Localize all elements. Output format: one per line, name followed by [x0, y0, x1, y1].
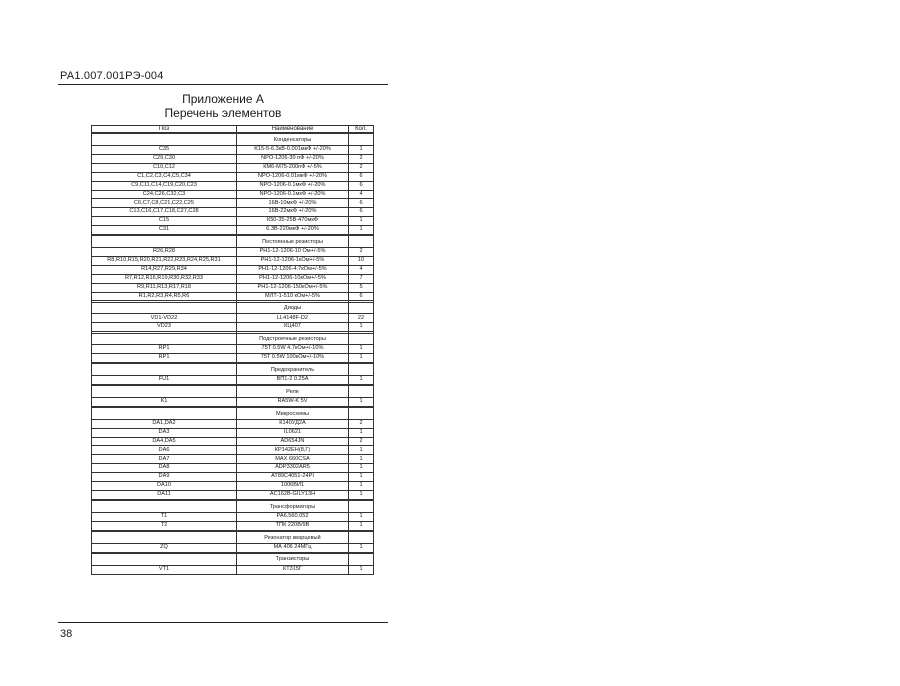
table-cell-qty: 1	[349, 446, 374, 455]
table-cell-name: РН1-12-1206-4.7кОм+/-5%	[237, 265, 349, 274]
group-heading: Резонатор кварцевый	[237, 532, 349, 544]
group-heading: Подстроечные резисторы	[237, 333, 349, 345]
table-cell-name: ВП1-2 0.25А	[237, 375, 349, 384]
table-cell-name: ADP3302AR5	[237, 464, 349, 473]
header-rule	[58, 84, 388, 85]
table-row	[92, 543, 374, 552]
table-cell-pos: DA4,DA5	[92, 437, 237, 446]
table-cell-name: РН1-12-1206-10кОм+/-5%	[237, 274, 349, 283]
group-heading: Транзисторы	[237, 553, 349, 565]
table-cell-qty	[349, 408, 374, 420]
table-cell-name: MAX 660CSA	[237, 455, 349, 464]
table-row	[92, 512, 374, 521]
page-number: 38	[60, 628, 73, 640]
table-row	[92, 190, 374, 199]
table-cell-name: AC162B-GILY13H	[237, 490, 349, 499]
table-cell-pos	[92, 501, 237, 513]
table-cell-qty	[349, 386, 374, 398]
table-row	[92, 464, 374, 473]
table-cell-qty: 1	[349, 543, 374, 552]
table-cell-qty: 1	[349, 323, 374, 332]
table-group-heading-row	[92, 134, 374, 146]
table-cell-pos	[92, 302, 237, 314]
table-cell-name: LL4148F-D2	[237, 314, 349, 323]
table-cell-qty: 6	[349, 172, 374, 181]
table-cell-qty	[349, 364, 374, 376]
table-cell-pos	[92, 364, 237, 376]
document-code: РА1.007.001РЭ-004	[60, 70, 164, 82]
appendix-title: Приложение А	[182, 92, 264, 106]
table-cell-pos: C15	[92, 217, 237, 226]
table-cell-qty: 6	[349, 292, 374, 301]
table-cell-qty: 4	[349, 265, 374, 274]
table-cell-qty	[349, 134, 374, 146]
table-cell-name: 75T 0.5W 4.7кОм+/-10%	[237, 345, 349, 354]
table-cell-pos: DA10	[92, 482, 237, 491]
list-title: Перечень элементов	[164, 106, 282, 120]
table-cell-qty: 1	[349, 428, 374, 437]
table-row	[92, 256, 374, 265]
table-row	[92, 172, 374, 181]
table-row	[92, 226, 374, 235]
table-row	[92, 419, 374, 428]
table-cell-qty: 1	[349, 490, 374, 499]
table-cell-name: КТ315Г	[237, 565, 349, 575]
table-cell-pos: R9,R11,R13,R17,R18	[92, 283, 237, 292]
table-cell-pos: C9,C11,C14,C19,C20,C23	[92, 181, 237, 190]
table-cell-pos	[92, 236, 237, 248]
table-cell-qty: 4	[349, 190, 374, 199]
table-cell-name: КМ6-М75-200пФ +/-5%	[237, 163, 349, 172]
table-row	[92, 473, 374, 482]
table-group-heading-row	[92, 553, 374, 565]
table-row	[92, 314, 374, 323]
table-row	[92, 199, 374, 208]
table-row	[92, 154, 374, 163]
table-cell-name: ТПК 220В/9В	[237, 521, 349, 530]
table-cell-name: КЦ407	[237, 323, 349, 332]
table-cell-pos: C29,C30	[92, 154, 237, 163]
table-cell-qty: 2	[349, 419, 374, 428]
table-cell-name: РН1-12-1206-1кОм+/-5%	[237, 256, 349, 265]
table-cell-pos	[92, 408, 237, 420]
table-cell-pos: C1,C2,C3,C4,C5,C34	[92, 172, 237, 181]
table-cell-qty: 7	[349, 274, 374, 283]
table-group-heading-row	[92, 364, 374, 376]
table-row	[92, 248, 374, 257]
column-header-qty: Кол.	[349, 126, 374, 133]
table-cell-pos: C13,C16,C17,C18,C27,C28	[92, 208, 237, 217]
table-cell-qty: 1	[349, 512, 374, 521]
table-cell-name: К50-35-25В-470мкФ	[237, 217, 349, 226]
table-cell-name: AT89C4051-24PI	[237, 473, 349, 482]
table-group-heading-row	[92, 501, 374, 513]
table-cell-pos	[92, 553, 237, 565]
table-row	[92, 208, 374, 217]
table-cell-pos: C35	[92, 145, 237, 154]
table-group-heading-row	[92, 408, 374, 420]
table-cell-name: 6.3В-220мкФ +/-20%	[237, 226, 349, 235]
table-cell-pos: RP1	[92, 354, 237, 363]
table-cell-qty: 1	[349, 455, 374, 464]
table-cell-name: NPO-1206-30 пФ +/-20%	[237, 154, 349, 163]
table-cell-name: RA5W-K 5V	[237, 397, 349, 406]
table-cell-qty: 1	[349, 145, 374, 154]
table-cell-name: NPO-1206-0.1мкФ +/-20%	[237, 190, 349, 199]
table-cell-qty	[349, 302, 374, 314]
table-cell-pos: R14,R27,R29,R34	[92, 265, 237, 274]
table-cell-pos: VD23	[92, 323, 237, 332]
table-cell-qty: 1	[349, 521, 374, 530]
elements-table	[91, 125, 374, 575]
table-cell-pos: DA8	[92, 464, 237, 473]
table-row	[92, 446, 374, 455]
table-cell-name: IL0621	[237, 428, 349, 437]
group-heading: Постоянные резисторы	[237, 236, 349, 248]
table-cell-name: 16В-22мкФ +/-20%	[237, 208, 349, 217]
table-cell-name: РА6.560.052	[237, 512, 349, 521]
table-cell-qty	[349, 532, 374, 544]
table-row	[92, 283, 374, 292]
table-cell-qty: 1	[349, 354, 374, 363]
table-cell-name: МЛТ-1-510 кОм+/-5%	[237, 292, 349, 301]
table-row	[92, 437, 374, 446]
table-cell-qty: 1	[349, 397, 374, 406]
table-cell-pos: C31	[92, 226, 237, 235]
table-cell-name: К140УД2А	[237, 419, 349, 428]
table-cell-qty: 1	[349, 375, 374, 384]
column-header-name: Наименование	[237, 126, 349, 133]
group-heading: Диоды	[237, 302, 349, 314]
table-cell-pos: DA6	[92, 446, 237, 455]
table-row	[92, 490, 374, 499]
table-cell-pos	[92, 333, 237, 345]
table-cell-pos	[92, 134, 237, 146]
table-cell-qty: 6	[349, 199, 374, 208]
table-cell-qty: 2	[349, 154, 374, 163]
table-cell-qty: 1	[349, 226, 374, 235]
table-cell-name: РН1-12-1206-150кОм+/-5%	[237, 283, 349, 292]
table-cell-pos: K1	[92, 397, 237, 406]
table-cell-qty	[349, 236, 374, 248]
table-cell-qty: 1	[349, 464, 374, 473]
table-cell-pos: DA1,DA2	[92, 419, 237, 428]
table-row	[92, 323, 374, 332]
table-cell-name: 1006ВИ1	[237, 482, 349, 491]
table-cell-name: NPO-1206-0.01мкФ +/-20%	[237, 172, 349, 181]
table-row	[92, 292, 374, 301]
table-cell-qty: 1	[349, 345, 374, 354]
table-group-heading-row	[92, 302, 374, 314]
table-cell-pos: VD1-VD22	[92, 314, 237, 323]
table-cell-qty: 1	[349, 482, 374, 491]
table-cell-qty: 5	[349, 283, 374, 292]
table-cell-qty: 6	[349, 181, 374, 190]
table-cell-name: K15-5-6.3кВ-0.001мкФ +/-20%	[237, 145, 349, 154]
group-heading: Конденсаторы	[237, 134, 349, 146]
table-row	[92, 521, 374, 530]
table-cell-name: МА 406 24МГц	[237, 543, 349, 552]
table-cell-pos: FU1	[92, 375, 237, 384]
table-row	[92, 345, 374, 354]
table-cell-qty: 2	[349, 163, 374, 172]
group-heading: Трансформаторы	[237, 501, 349, 513]
table-group-heading-row	[92, 236, 374, 248]
table-row	[92, 397, 374, 406]
table-row	[92, 265, 374, 274]
table-cell-pos: T2	[92, 521, 237, 530]
table-cell-name: 16В-10мкФ +/-20%	[237, 199, 349, 208]
table-cell-name: NPO-1206-0.1мкФ +/-20%	[237, 181, 349, 190]
table-cell-qty	[349, 501, 374, 513]
table-header-row	[92, 126, 374, 133]
table-row	[92, 354, 374, 363]
table-cell-pos	[92, 386, 237, 398]
table-row	[92, 274, 374, 283]
table-cell-pos: RP1	[92, 345, 237, 354]
table-cell-qty: 2	[349, 248, 374, 257]
table-row	[92, 565, 374, 575]
group-heading: Предохранитель	[237, 364, 349, 376]
table-cell-name: 75T 0.5W 100кОм+/-10%	[237, 354, 349, 363]
table-cell-pos: C24,C26,C32,C3	[92, 190, 237, 199]
table-cell-pos	[92, 532, 237, 544]
table-cell-pos: DA9	[92, 473, 237, 482]
table-cell-pos: C10,C12	[92, 163, 237, 172]
group-heading: Реле	[237, 386, 349, 398]
group-heading: Микросхемы	[237, 408, 349, 420]
table-cell-pos: R7,R12,R16,R19,R30,R32,R33	[92, 274, 237, 283]
table-cell-qty: 1	[349, 565, 374, 575]
table-cell-qty: 1	[349, 473, 374, 482]
table-row	[92, 145, 374, 154]
table-cell-qty	[349, 553, 374, 565]
table-cell-name: КР142ЕН(8,Г)	[237, 446, 349, 455]
table-cell-qty: 10	[349, 256, 374, 265]
table-row	[92, 217, 374, 226]
table-cell-qty	[349, 333, 374, 345]
table-row	[92, 163, 374, 172]
table-cell-qty: 2	[349, 437, 374, 446]
footer-rule	[58, 622, 388, 623]
table-cell-pos: DA3	[92, 428, 237, 437]
table-row	[92, 482, 374, 491]
table-cell-pos: C6,C7,C8,C21,C22,C25	[92, 199, 237, 208]
table-row	[92, 455, 374, 464]
table-cell-pos: R26,R28	[92, 248, 237, 257]
table-group-heading-row	[92, 333, 374, 345]
table-cell-pos: R1,R2,R3,R4,R5,R6	[92, 292, 237, 301]
table-row	[92, 428, 374, 437]
table-cell-pos: R8,R10,R15,R20,R21,R22,R23,R24,R25,R31	[92, 256, 237, 265]
table-cell-pos: T1	[92, 512, 237, 521]
table-row	[92, 375, 374, 384]
table-cell-pos: VT1	[92, 565, 237, 575]
table-cell-pos: DA7	[92, 455, 237, 464]
table-group-heading-row	[92, 386, 374, 398]
table-cell-name: РН1-12-1206-10 Ом+/-5%	[237, 248, 349, 257]
table-group-heading-row	[92, 532, 374, 544]
table-cell-qty: 1	[349, 217, 374, 226]
table-cell-name: AD654JN	[237, 437, 349, 446]
column-header-pos: Поз	[92, 126, 237, 133]
table-cell-qty: 6	[349, 208, 374, 217]
table-body	[92, 133, 374, 575]
table-cell-pos: ZQ	[92, 543, 237, 552]
table-row	[92, 181, 374, 190]
table-cell-qty: 22	[349, 314, 374, 323]
table-cell-pos: DA11	[92, 490, 237, 499]
